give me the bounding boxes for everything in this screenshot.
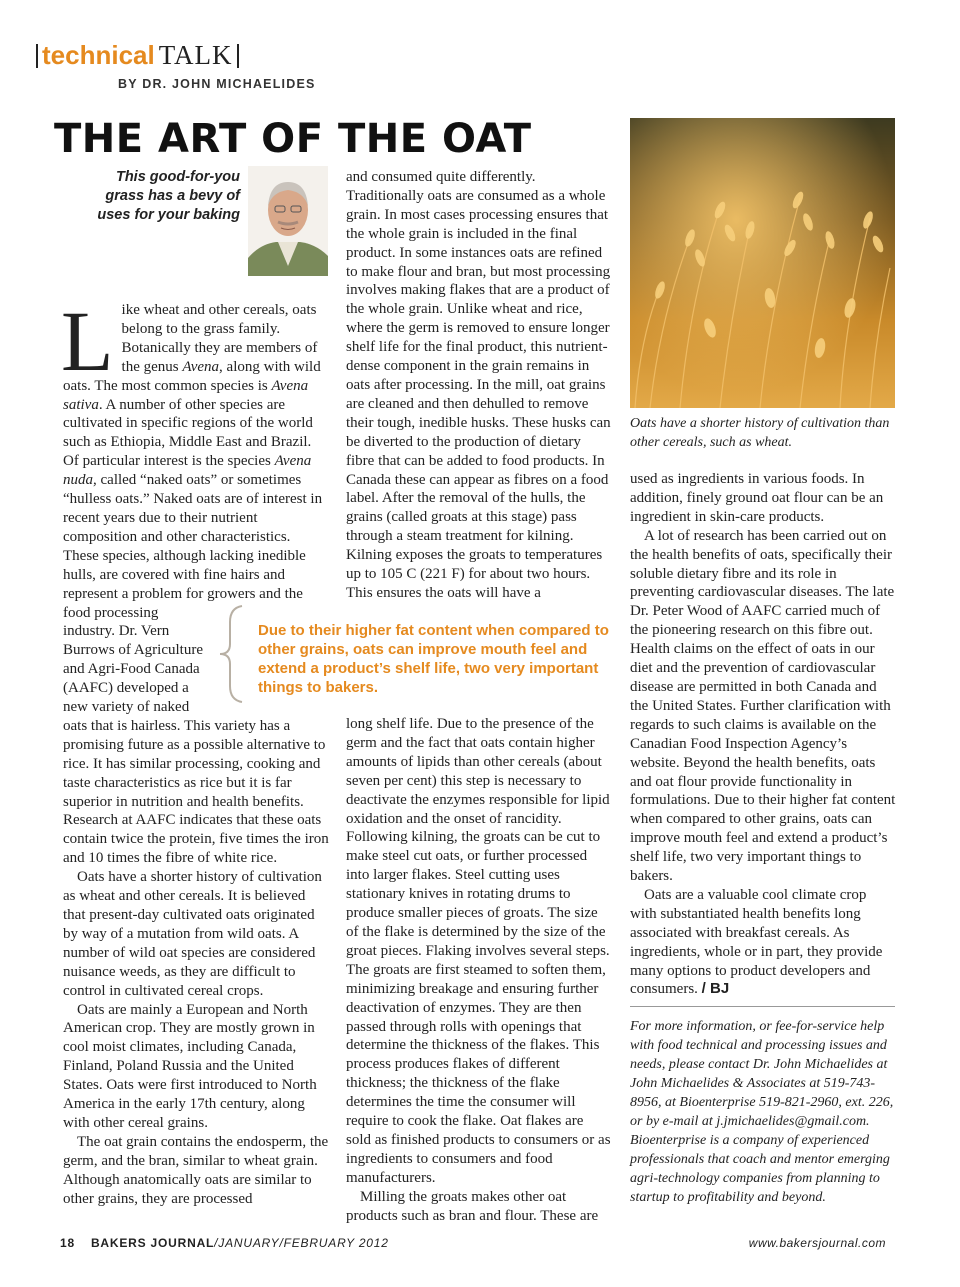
paragraph: long shelf life. Due to the presence of the germ and the fact that oats contain higher amounts of lipids than other cereals (about seven per cent) this step is necessary to deactivate the enzymes responsible for lipid oxidation and the onset of rancidity. Following kilning, the groats can be cut to make steel cut oats, or further processed into larger flakes. Steel cutting uses stationary knives in rotating drums to produce smaller pieces of groats. The size of the flake is determined by the size of the groat pieces. Flaking involves several steps. The groats are first steamed to soften them, minimizing breakage and ensuring further deactivation of enzymes. They are then passed through rolls with openings that determine the thickness of the flakes. This process produces flakes of different thickness; the thickness of the flake determines the time the consumer will require to cook the flake. Oat flakes are sold as finished products to consumers or as ingredients to consumers and food manufacturers. xyxy=(346,716,611,1186)
author-portrait xyxy=(248,166,328,276)
paragraph: Oats have a shorter history of cultivation as wheat and other cereals. It is believed that present-day cultivated oats originated by way of a mutation from wild oats. A number of wild oat species are considered nuisance weeds, as they are difficult to control in cultivated cereal crops. xyxy=(63,869,322,999)
section-label-technical: technical xyxy=(42,40,155,70)
paragraph: Oats are mainly a European and North American crop. They are mostly grown in cool moist climates, including Canada, Finland, Poland Russia and the United States. Oats were first introduced to North America in the early 17th century, along with other cereal grains. xyxy=(63,1001,317,1131)
paragraph: The oat grain contains the endosperm, the germ, and the bran, similar to wheat grain. Although anatomically oats are similar to other grains, they are processed xyxy=(63,1133,329,1207)
pull-quote: Due to their higher fat content when compared to other grains, oats can improve mouth feel and extend a product’s shelf life, two very important things to bakers. xyxy=(258,622,609,696)
footer-left xyxy=(60,1236,389,1250)
photo-caption: Oats have a shorter history of cultivation than other cereals, such as wheat. xyxy=(630,416,890,450)
article-deck: This good-for-you grass has a bevy of uses for your baking xyxy=(97,169,240,223)
drop-cap: L xyxy=(61,293,114,389)
publication-name: BAKERS JOURNAL xyxy=(90,1236,215,1250)
section-label-talk: TALK xyxy=(158,40,233,70)
paragraph: Like wheat and other cereals, oats belong to the grass family. Botanically they are members of the genus Avena, along with wild oats. The most common species is Avena sativa. A number of other species are cultivated in specific regions of the world such as Ethiopia, Middle East and Brazil. Of particular interest is the species Avena nuda, called “naked oats” or sometimes “hulless oats.” Naked oats are of interest in recent years due to their nutrient composition and other characteristics. These species, although lacking inedible hulls, are covered with fine hairs and represent a problem for growers and the food processing xyxy=(61,293,323,621)
article-title: THE ART OF THE OAT xyxy=(54,116,532,162)
article-column-2-bottom xyxy=(346,715,612,1225)
header-bar-left xyxy=(36,44,38,68)
issue-date: /JANUARY/FEBRUARY 2012 xyxy=(214,1236,389,1250)
paragraph: A lot of research has been carried out on the health benefits of oats, specifically their soluble dietary fibre and its role in preventing cardiovascular diseases. The late Dr. Peter Wood of AAFC carried much of the pioneering research on this fibre out. Health claims on the effect of oats in our diet and the prevention of cardiovascular disease are permitted in both Canada and the United States. Further clarification with regards to such claims is available on the Canadian Food Inspection Agency’s website. Beyond the health benefits, oats and oat flour provide functionality in formulations. Due to their higher fat content when compared to other grains, oats can improve mouth feel and extend a product’s shelf life, two very important things to bakers. xyxy=(630,527,896,885)
article-column-2-top xyxy=(346,168,612,603)
paragraph: industry. Dr. Vern Burrows of Agriculture and Agri-Food Canada (AAFC) developed a new variety of naked xyxy=(63,623,203,716)
oat-field-photo xyxy=(630,118,895,408)
website-link[interactable]: www.bakersjournal.com xyxy=(748,1236,886,1250)
divider xyxy=(630,1006,895,1007)
contact-info: For more information, or fee-for-service help with food technical and processing issues and needs, please contact Dr. John Michaelides at John Michaelides & Associates at 519-743-8956, at Bioenterprise 519-821-2960, ext. 226, or by e-mail at j.jmichaelides@gmail.com. Bioenterprise is a company of experienced professionals that coach and mentor emerging agri-technology companies from planning to startup to profitability and beyond. xyxy=(630,1019,894,1205)
paragraph: oats that is hairless. This variety has a promising future as a possible alternative to rice. It has similar processing, cooking and taste characteristics as rice but it is far superior in nutrition and health benefits. Research at AAFC indicates that these oats contain twice the protein, five times the iron and 10 times the fibre of white rice. xyxy=(63,717,329,867)
article-column-3 xyxy=(630,470,896,999)
article-column-1 xyxy=(61,293,329,1209)
paragraph: Milling the groats makes other oat products such as bran and flour. These are xyxy=(346,1188,599,1224)
page-number: 18 xyxy=(60,1236,75,1250)
byline: BY DR. JOHN MICHAELIDES xyxy=(118,77,316,91)
header-bar-right xyxy=(237,44,239,68)
text-wrap-block xyxy=(63,622,213,717)
paragraph: used as ingredients in various foods. In addition, finely ground oat flour can be an ingredient in skin-care products. xyxy=(630,471,884,525)
sign-off: / BJ xyxy=(701,980,730,998)
paragraph: Oats are a valuable cool climate crop with substantiated health benefits long associated with breakfast cereals. As ingredients, whole or in part, they provide many options to product developers and consumers. / BJ xyxy=(630,886,883,998)
section-header xyxy=(36,40,239,71)
paragraph: and consumed quite differently. Traditionally oats are consumed as a whole grain. In most cases processing ensures that the whole grain is included in the final product. In some instances oats are refined to make flour and bran, but most processing involves making flakes that are a product of the whole grain. Unlike wheat and rice, where the germ is removed to ensure longer shelf life for the final product, this nutrient-dense component in the grain remains in oats after processing. In the mill, oat grains are cleaned and then dehulled to remove their tough, inedible husks. These husks can be diverted to the production of dietary fibre that can be added to food products. In Canada these can appear as fibres on a food label. After the removal of the hulls, the grains (called groats at this stage) pass through a steam treatment for kilning. Kilning exposes the groats to temperatures up to 105 C (221 F) for about two hours. This ensures the oats will have a xyxy=(346,169,611,601)
brace-ornament-icon xyxy=(212,604,252,704)
